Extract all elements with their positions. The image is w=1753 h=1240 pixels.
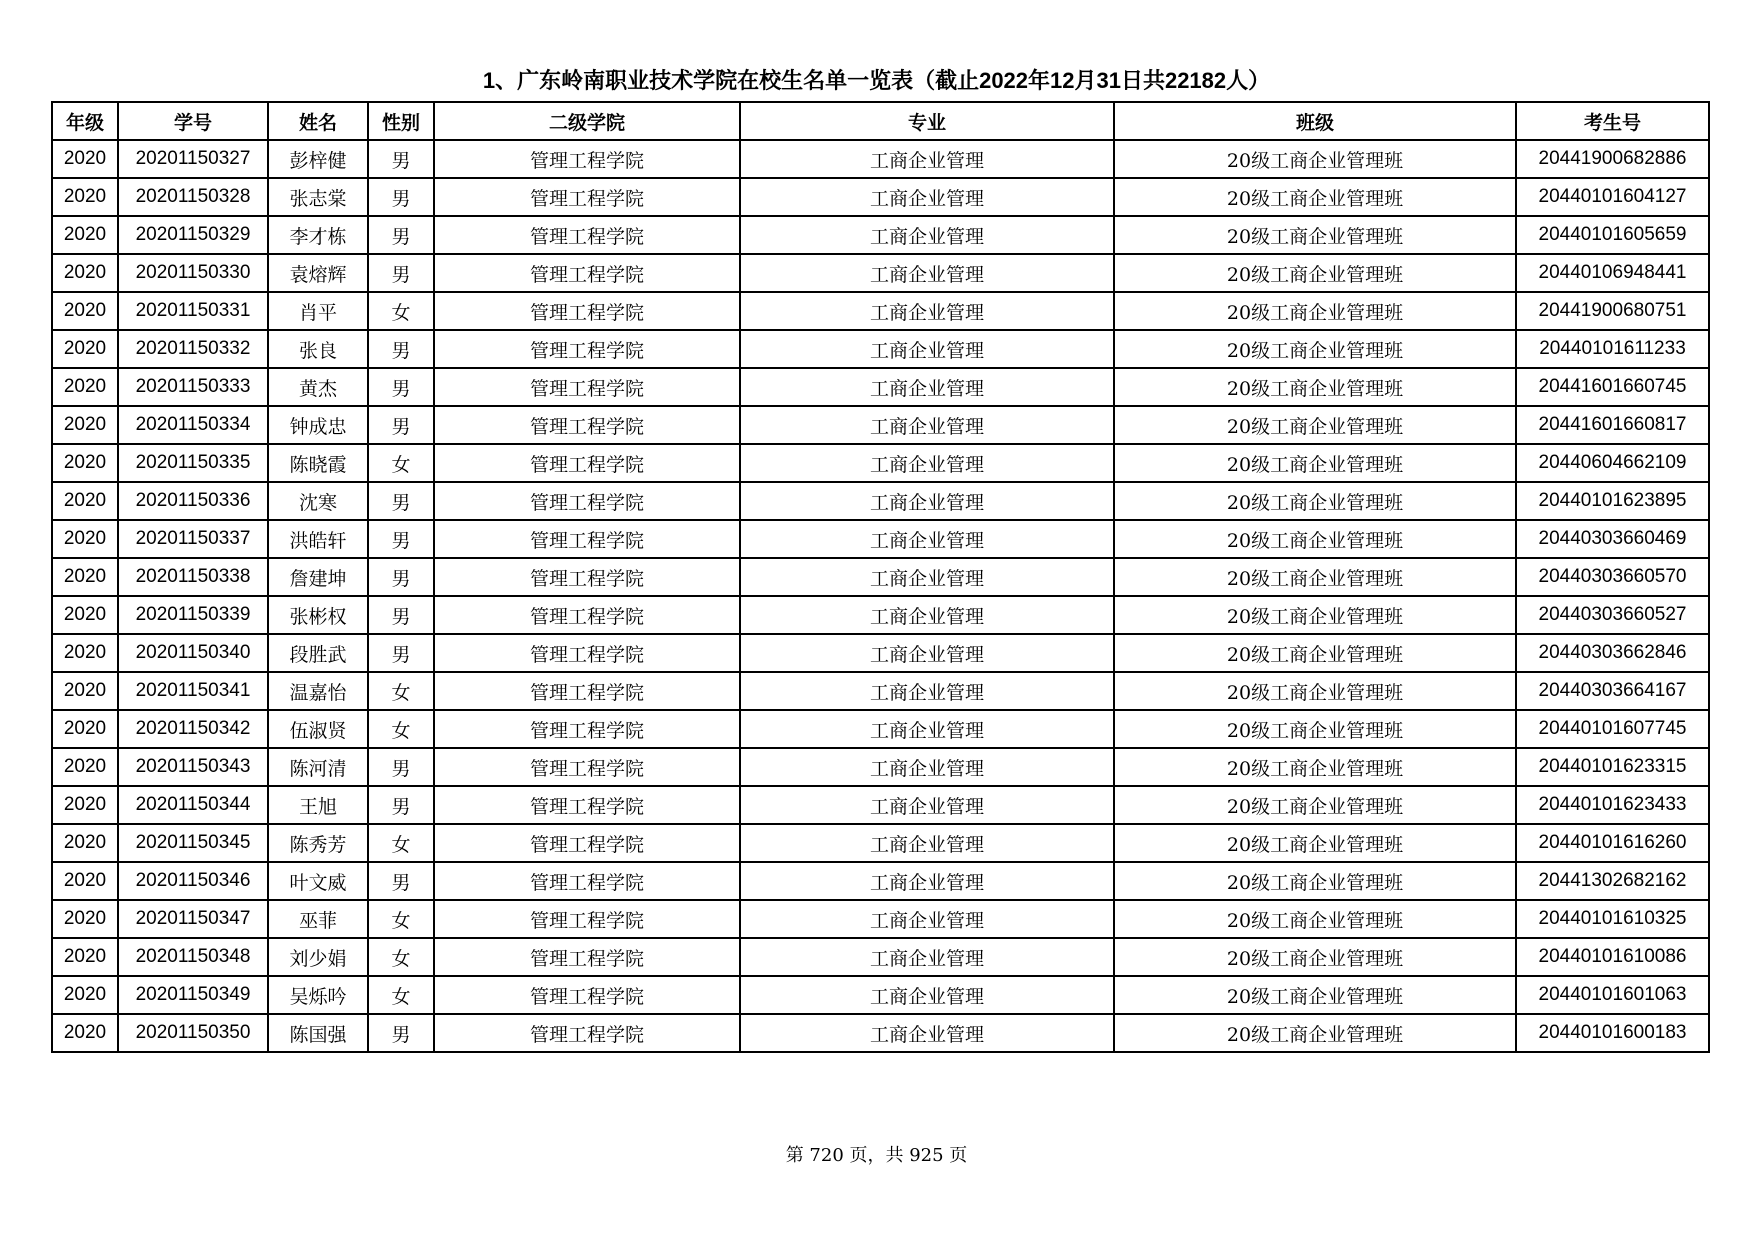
grade-cell: 2020 <box>52 976 118 1014</box>
major-cell: 工商企业管理 <box>740 254 1114 292</box>
gender-cell: 女 <box>368 976 434 1014</box>
major-cell: 工商企业管理 <box>740 406 1114 444</box>
name-cell: 刘少娟 <box>268 938 368 976</box>
exam-id-cell: 20440101623895 <box>1516 482 1709 520</box>
grade-cell: 2020 <box>52 786 118 824</box>
college-cell: 管理工程学院 <box>434 330 740 368</box>
exam-id-cell: 20440101604127 <box>1516 178 1709 216</box>
table-row <box>52 292 1709 330</box>
header-college: 二级学院 <box>434 102 740 140</box>
name-cell: 王旭 <box>268 786 368 824</box>
major-cell: 工商企业管理 <box>740 710 1114 748</box>
header-student-id: 学号 <box>118 102 268 140</box>
gender-cell: 男 <box>368 140 434 178</box>
class-cell: 20级工商企业管理班 <box>1114 596 1516 634</box>
exam-id-cell: 20440303660469 <box>1516 520 1709 558</box>
gender-cell: 男 <box>368 786 434 824</box>
gender-cell: 男 <box>368 748 434 786</box>
gender-cell: 男 <box>368 1014 434 1052</box>
class-cell: 20级工商企业管理班 <box>1114 900 1516 938</box>
class-cell: 20级工商企业管理班 <box>1114 330 1516 368</box>
exam-id-cell: 20441601660817 <box>1516 406 1709 444</box>
college-cell: 管理工程学院 <box>434 216 740 254</box>
gender-cell: 男 <box>368 862 434 900</box>
gender-cell: 男 <box>368 634 434 672</box>
name-cell: 沈寒 <box>268 482 368 520</box>
grade-cell: 2020 <box>52 216 118 254</box>
name-cell: 袁熔辉 <box>268 254 368 292</box>
exam-id-cell: 20440101607745 <box>1516 710 1709 748</box>
class-cell: 20级工商企业管理班 <box>1114 634 1516 672</box>
table-row <box>52 976 1709 1014</box>
major-cell: 工商企业管理 <box>740 558 1114 596</box>
student-id-cell: 20201150349 <box>118 976 268 1014</box>
college-cell: 管理工程学院 <box>434 482 740 520</box>
exam-id-cell: 20440101623433 <box>1516 786 1709 824</box>
header-gender: 性别 <box>368 102 434 140</box>
gender-cell: 女 <box>368 938 434 976</box>
name-cell: 段胜武 <box>268 634 368 672</box>
student-id-cell: 20201150335 <box>118 444 268 482</box>
class-cell: 20级工商企业管理班 <box>1114 938 1516 976</box>
college-cell: 管理工程学院 <box>434 444 740 482</box>
gender-cell: 女 <box>368 710 434 748</box>
class-cell: 20级工商企业管理班 <box>1114 862 1516 900</box>
grade-cell: 2020 <box>52 900 118 938</box>
college-cell: 管理工程学院 <box>434 596 740 634</box>
exam-id-cell: 20440101611233 <box>1516 330 1709 368</box>
table-header-row <box>52 102 1709 140</box>
major-cell: 工商企业管理 <box>740 520 1114 558</box>
grade-cell: 2020 <box>52 710 118 748</box>
college-cell: 管理工程学院 <box>434 672 740 710</box>
student-id-cell: 20201150329 <box>118 216 268 254</box>
table-row <box>52 368 1709 406</box>
college-cell: 管理工程学院 <box>434 406 740 444</box>
grade-cell: 2020 <box>52 406 118 444</box>
student-id-cell: 20201150345 <box>118 824 268 862</box>
name-cell: 叶文威 <box>268 862 368 900</box>
gender-cell: 女 <box>368 900 434 938</box>
table-row <box>52 406 1709 444</box>
major-cell: 工商企业管理 <box>740 672 1114 710</box>
grade-cell: 2020 <box>52 520 118 558</box>
major-cell: 工商企业管理 <box>740 862 1114 900</box>
grade-cell: 2020 <box>52 634 118 672</box>
class-cell: 20级工商企业管理班 <box>1114 444 1516 482</box>
gender-cell: 男 <box>368 178 434 216</box>
grade-cell: 2020 <box>52 938 118 976</box>
grade-cell: 2020 <box>52 444 118 482</box>
header-major: 专业 <box>740 102 1114 140</box>
class-cell: 20级工商企业管理班 <box>1114 178 1516 216</box>
class-cell: 20级工商企业管理班 <box>1114 520 1516 558</box>
gender-cell: 男 <box>368 520 434 558</box>
exam-id-cell: 20440101610086 <box>1516 938 1709 976</box>
table-row <box>52 444 1709 482</box>
gender-cell: 女 <box>368 292 434 330</box>
college-cell: 管理工程学院 <box>434 976 740 1014</box>
name-cell: 李才栋 <box>268 216 368 254</box>
name-cell: 吴烁吟 <box>268 976 368 1014</box>
grade-cell: 2020 <box>52 254 118 292</box>
grade-cell: 2020 <box>52 824 118 862</box>
student-id-cell: 20201150336 <box>118 482 268 520</box>
name-cell: 张彬权 <box>268 596 368 634</box>
document-title: 1、广东岭南职业技术学院在校生名单一览表（截止2022年12月31日共22182人） <box>482 68 1271 93</box>
gender-cell: 女 <box>368 824 434 862</box>
class-cell: 20级工商企业管理班 <box>1114 748 1516 786</box>
college-cell: 管理工程学院 <box>434 786 740 824</box>
class-cell: 20级工商企业管理班 <box>1114 672 1516 710</box>
student-id-cell: 20201150334 <box>118 406 268 444</box>
exam-id-cell: 20440101616260 <box>1516 824 1709 862</box>
name-cell: 陈秀芳 <box>268 824 368 862</box>
student-id-cell: 20201150348 <box>118 938 268 976</box>
gender-cell: 男 <box>368 482 434 520</box>
college-cell: 管理工程学院 <box>434 634 740 672</box>
college-cell: 管理工程学院 <box>434 938 740 976</box>
class-cell: 20级工商企业管理班 <box>1114 254 1516 292</box>
student-id-cell: 20201150333 <box>118 368 268 406</box>
student-id-cell: 20201150332 <box>118 330 268 368</box>
table-row <box>52 558 1709 596</box>
exam-id-cell: 20440106948441 <box>1516 254 1709 292</box>
name-cell: 陈河清 <box>268 748 368 786</box>
student-id-cell: 20201150330 <box>118 254 268 292</box>
grade-cell: 2020 <box>52 178 118 216</box>
college-cell: 管理工程学院 <box>434 558 740 596</box>
major-cell: 工商企业管理 <box>740 634 1114 672</box>
major-cell: 工商企业管理 <box>740 976 1114 1014</box>
student-id-cell: 20201150344 <box>118 786 268 824</box>
grade-cell: 2020 <box>52 368 118 406</box>
student-id-cell: 20201150327 <box>118 140 268 178</box>
class-cell: 20级工商企业管理班 <box>1114 482 1516 520</box>
grade-cell: 2020 <box>52 558 118 596</box>
grade-cell: 2020 <box>52 748 118 786</box>
college-cell: 管理工程学院 <box>434 178 740 216</box>
student-id-cell: 20201150339 <box>118 596 268 634</box>
major-cell: 工商企业管理 <box>740 900 1114 938</box>
gender-cell: 男 <box>368 216 434 254</box>
college-cell: 管理工程学院 <box>434 292 740 330</box>
student-id-cell: 20201150328 <box>118 178 268 216</box>
table-row <box>52 216 1709 254</box>
major-cell: 工商企业管理 <box>740 938 1114 976</box>
major-cell: 工商企业管理 <box>740 786 1114 824</box>
exam-id-cell: 20440303664167 <box>1516 672 1709 710</box>
college-cell: 管理工程学院 <box>434 862 740 900</box>
exam-id-cell: 20440303662846 <box>1516 634 1709 672</box>
major-cell: 工商企业管理 <box>740 292 1114 330</box>
gender-cell: 男 <box>368 368 434 406</box>
major-cell: 工商企业管理 <box>740 444 1114 482</box>
table-row <box>52 748 1709 786</box>
major-cell: 工商企业管理 <box>740 330 1114 368</box>
exam-id-cell: 20440101623315 <box>1516 748 1709 786</box>
name-cell: 温嘉怡 <box>268 672 368 710</box>
student-id-cell: 20201150350 <box>118 1014 268 1052</box>
student-id-cell: 20201150341 <box>118 672 268 710</box>
class-cell: 20级工商企业管理班 <box>1114 1014 1516 1052</box>
class-cell: 20级工商企业管理班 <box>1114 368 1516 406</box>
class-cell: 20级工商企业管理班 <box>1114 786 1516 824</box>
name-cell: 伍淑贤 <box>268 710 368 748</box>
exam-id-cell: 20441302682162 <box>1516 862 1709 900</box>
table-row <box>52 786 1709 824</box>
major-cell: 工商企业管理 <box>740 482 1114 520</box>
header-name: 姓名 <box>268 102 368 140</box>
student-id-cell: 20201150340 <box>118 634 268 672</box>
gender-cell: 男 <box>368 596 434 634</box>
name-cell: 黄杰 <box>268 368 368 406</box>
table-row <box>52 862 1709 900</box>
table-row <box>52 520 1709 558</box>
college-cell: 管理工程学院 <box>434 140 740 178</box>
table-row <box>52 824 1709 862</box>
college-cell: 管理工程学院 <box>434 520 740 558</box>
class-cell: 20级工商企业管理班 <box>1114 140 1516 178</box>
exam-id-cell: 20441900682886 <box>1516 140 1709 178</box>
college-cell: 管理工程学院 <box>434 1014 740 1052</box>
grade-cell: 2020 <box>52 672 118 710</box>
exam-id-cell: 20440101600183 <box>1516 1014 1709 1052</box>
page-number: 第 720 页，共 925 页 <box>785 1145 968 1166</box>
college-cell: 管理工程学院 <box>434 748 740 786</box>
major-cell: 工商企业管理 <box>740 748 1114 786</box>
gender-cell: 男 <box>368 558 434 596</box>
major-cell: 工商企业管理 <box>740 368 1114 406</box>
table-row <box>52 900 1709 938</box>
student-id-cell: 20201150343 <box>118 748 268 786</box>
college-cell: 管理工程学院 <box>434 710 740 748</box>
name-cell: 陈国强 <box>268 1014 368 1052</box>
student-id-cell: 20201150337 <box>118 520 268 558</box>
table-row <box>52 634 1709 672</box>
class-cell: 20级工商企业管理班 <box>1114 558 1516 596</box>
college-cell: 管理工程学院 <box>434 368 740 406</box>
student-roster-table <box>51 101 1710 1053</box>
gender-cell: 男 <box>368 330 434 368</box>
grade-cell: 2020 <box>52 140 118 178</box>
student-id-cell: 20201150347 <box>118 900 268 938</box>
table-row <box>52 140 1709 178</box>
class-cell: 20级工商企业管理班 <box>1114 824 1516 862</box>
name-cell: 肖平 <box>268 292 368 330</box>
college-cell: 管理工程学院 <box>434 900 740 938</box>
college-cell: 管理工程学院 <box>434 254 740 292</box>
exam-id-cell: 20441900680751 <box>1516 292 1709 330</box>
major-cell: 工商企业管理 <box>740 178 1114 216</box>
table-row <box>52 254 1709 292</box>
class-cell: 20级工商企业管理班 <box>1114 976 1516 1014</box>
class-cell: 20级工商企业管理班 <box>1114 216 1516 254</box>
header-grade: 年级 <box>52 102 118 140</box>
grade-cell: 2020 <box>52 330 118 368</box>
college-cell: 管理工程学院 <box>434 824 740 862</box>
gender-cell: 女 <box>368 672 434 710</box>
name-cell: 张良 <box>268 330 368 368</box>
gender-cell: 男 <box>368 254 434 292</box>
table-row <box>52 596 1709 634</box>
class-cell: 20级工商企业管理班 <box>1114 710 1516 748</box>
exam-id-cell: 20441601660745 <box>1516 368 1709 406</box>
class-cell: 20级工商企业管理班 <box>1114 406 1516 444</box>
major-cell: 工商企业管理 <box>740 596 1114 634</box>
table-row <box>52 482 1709 520</box>
major-cell: 工商企业管理 <box>740 140 1114 178</box>
grade-cell: 2020 <box>52 862 118 900</box>
table-row <box>52 178 1709 216</box>
name-cell: 洪皓轩 <box>268 520 368 558</box>
name-cell: 陈晓霞 <box>268 444 368 482</box>
header-exam-id: 考生号 <box>1516 102 1709 140</box>
student-id-cell: 20201150342 <box>118 710 268 748</box>
major-cell: 工商企业管理 <box>740 1014 1114 1052</box>
table-row <box>52 938 1709 976</box>
table-row <box>52 710 1709 748</box>
table-row <box>52 672 1709 710</box>
header-class: 班级 <box>1114 102 1516 140</box>
student-id-cell: 20201150346 <box>118 862 268 900</box>
exam-id-cell: 20440303660570 <box>1516 558 1709 596</box>
exam-id-cell: 20440303660527 <box>1516 596 1709 634</box>
table-row <box>52 1014 1709 1052</box>
student-id-cell: 20201150338 <box>118 558 268 596</box>
exam-id-cell: 20440604662109 <box>1516 444 1709 482</box>
grade-cell: 2020 <box>52 596 118 634</box>
student-id-cell: 20201150331 <box>118 292 268 330</box>
name-cell: 巫菲 <box>268 900 368 938</box>
table-row <box>52 330 1709 368</box>
grade-cell: 2020 <box>52 482 118 520</box>
exam-id-cell: 20440101610325 <box>1516 900 1709 938</box>
name-cell: 詹建坤 <box>268 558 368 596</box>
major-cell: 工商企业管理 <box>740 824 1114 862</box>
major-cell: 工商企业管理 <box>740 216 1114 254</box>
gender-cell: 男 <box>368 406 434 444</box>
name-cell: 钟成忠 <box>268 406 368 444</box>
class-cell: 20级工商企业管理班 <box>1114 292 1516 330</box>
exam-id-cell: 20440101601063 <box>1516 976 1709 1014</box>
grade-cell: 2020 <box>52 1014 118 1052</box>
grade-cell: 2020 <box>52 292 118 330</box>
gender-cell: 女 <box>368 444 434 482</box>
name-cell: 彭梓健 <box>268 140 368 178</box>
name-cell: 张志棠 <box>268 178 368 216</box>
exam-id-cell: 20440101605659 <box>1516 216 1709 254</box>
